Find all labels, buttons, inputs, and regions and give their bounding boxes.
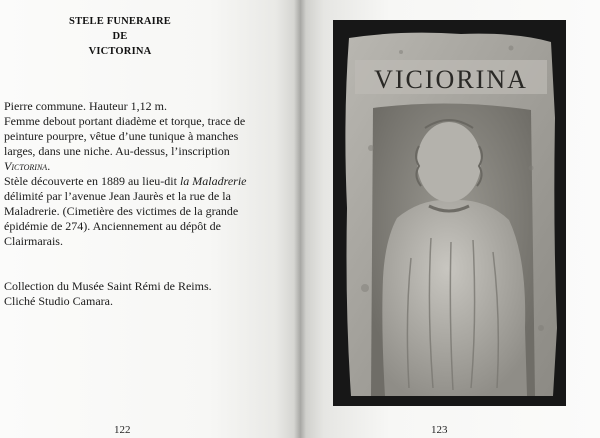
right-page [300,0,600,438]
title-line-1: STELE FUNERAIRE [69,16,171,27]
inscription-text: VICIORINA [374,65,528,94]
text-line [4,159,286,174]
title-line-2: DE [112,31,128,42]
text-line [4,174,286,189]
description-text [4,99,286,309]
text-line: larges, dans une niche. Au-dessus, l’inscription [4,144,230,158]
text-line: épidémie de 274). Anciennement au dépôt de [4,219,221,233]
page-title [60,14,180,59]
text-line: Collection du Musée Saint Rémi de Reims. [4,279,212,293]
paragraph-gap [4,249,286,279]
title-line-3: VICTORINA [88,46,152,57]
text-line: Pierre commune. Hauteur 1,12 m. [4,99,167,113]
punctuation: . [47,159,51,173]
text-line: délimité par l’avenue Jean Jaurès et la rue de la [4,189,231,203]
inscription-name: Victorina [4,159,48,173]
stele-image [341,28,559,400]
place-name: la Maladrerie [179,174,247,188]
text-line: peinture pourpre, vêtue d’une tunique à manches [4,129,239,143]
text-line: Cliché Studio Camara. [4,294,113,308]
figure-head [417,122,481,202]
text-line: Maladrerie. (Cimetière des victimes de la grande [4,204,239,218]
page-number-right: 123 [431,424,448,436]
text-line: Femme debout portant diadème et torque, trace de [4,114,246,128]
page-number-left: 122 [114,424,131,436]
figure-body [382,200,527,396]
book-gutter [294,0,306,438]
text-line: Clairmarais. [4,234,63,248]
text-span: Stèle découverte en 1889 au lieu-dit [4,174,180,188]
stele-photo [333,20,566,406]
